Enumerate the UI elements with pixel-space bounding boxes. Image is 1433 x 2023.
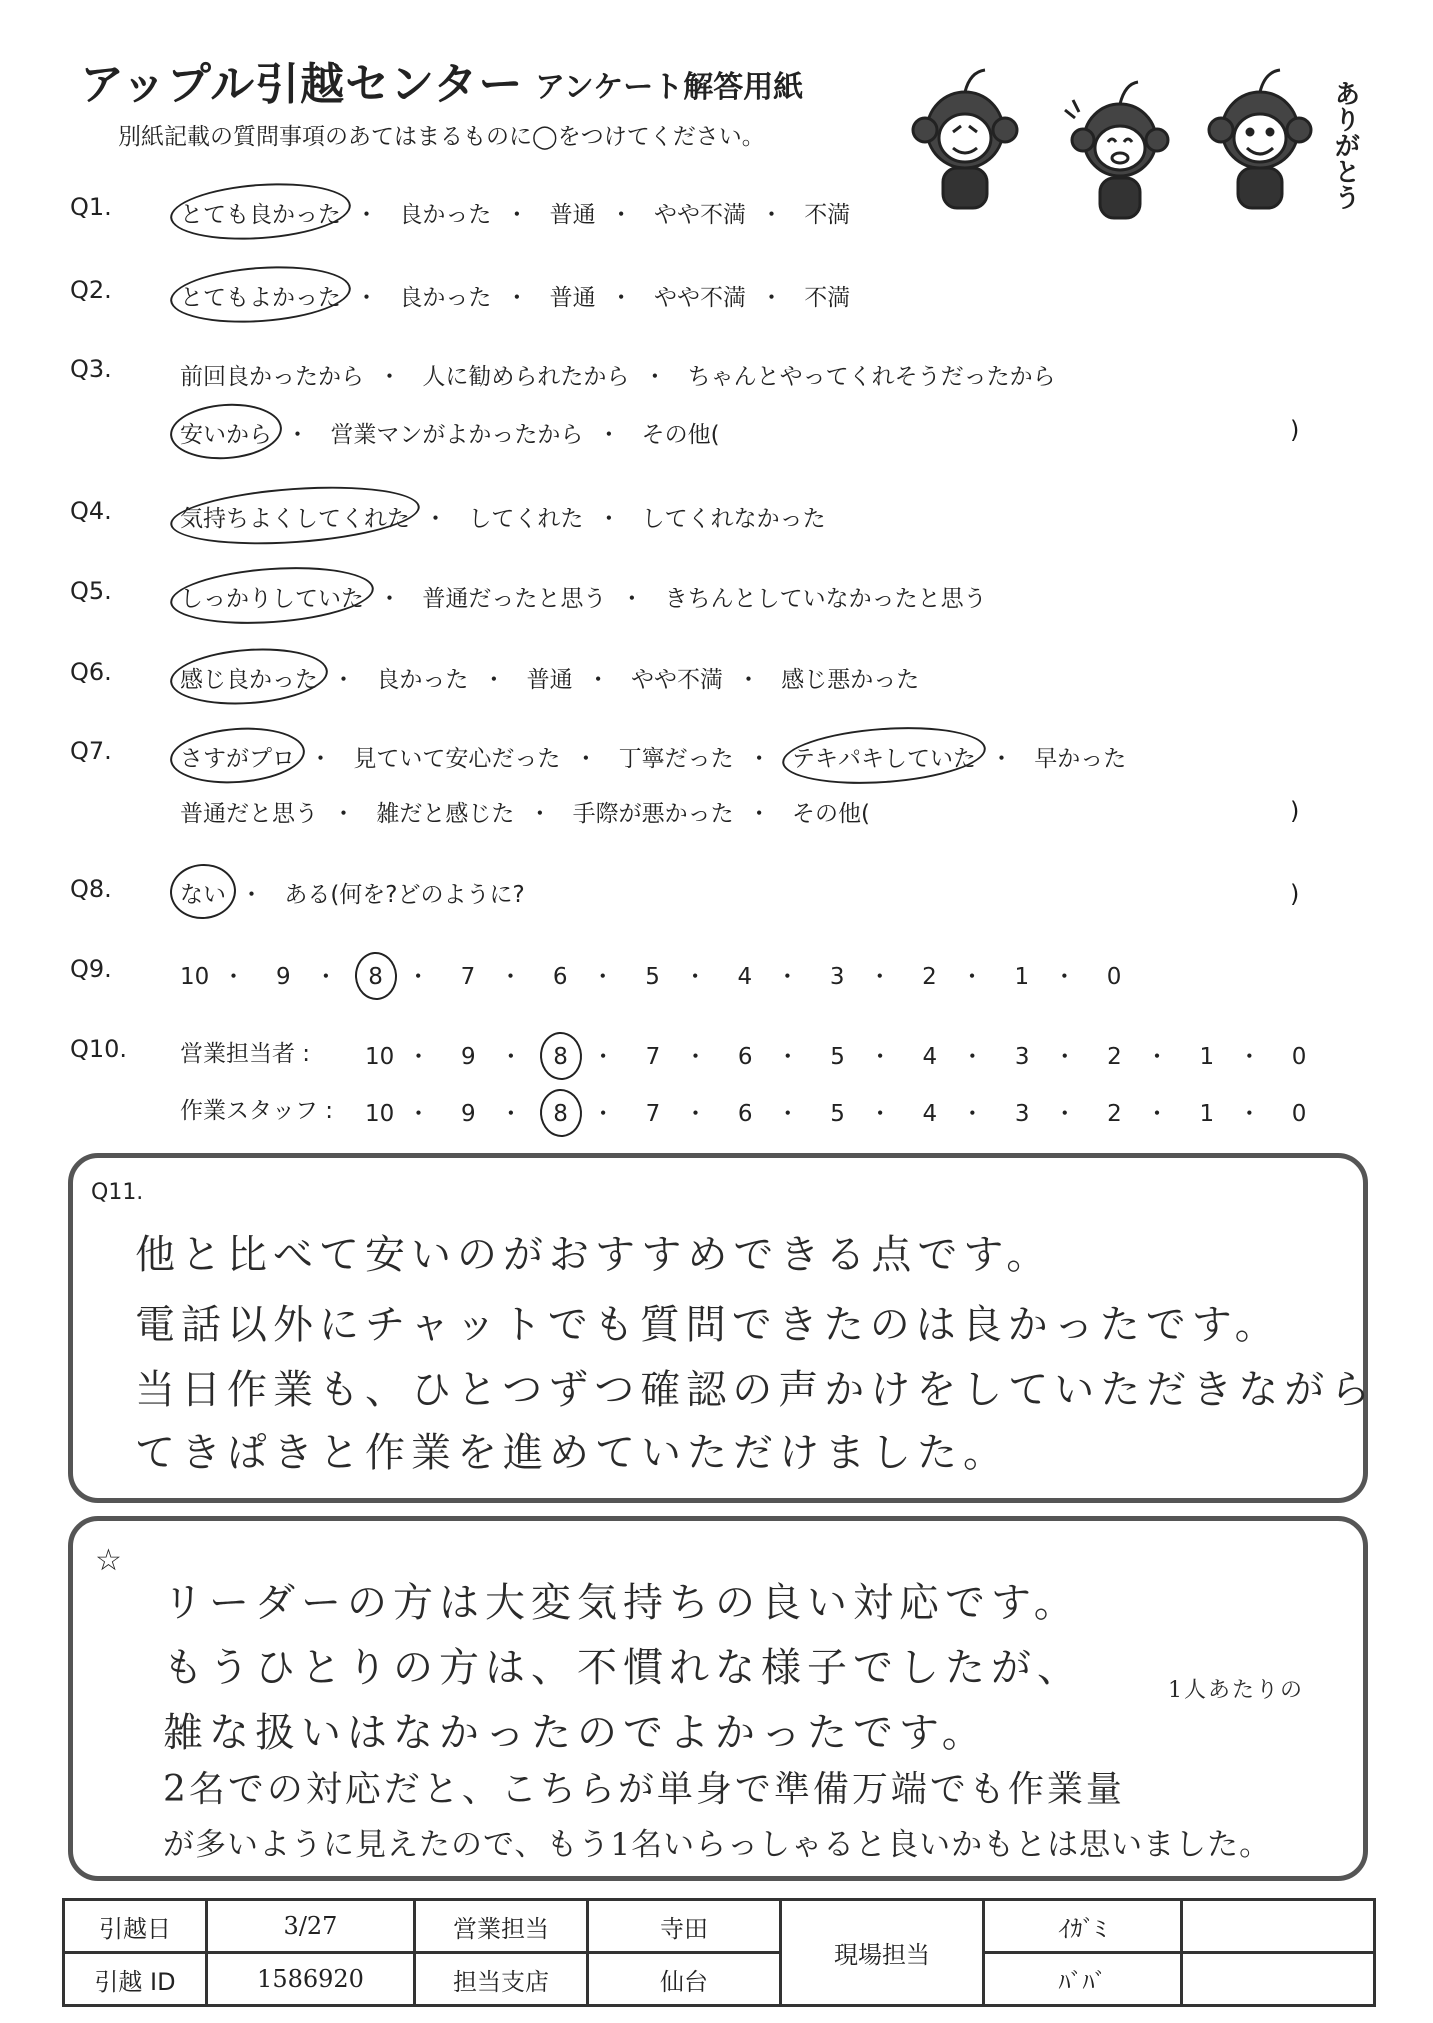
q7-option-7[interactable]: 雑だと感じた [376,801,515,827]
q7-option-4[interactable]: テキパキしていた [792,740,976,773]
q10-staff-scale: 10 ・ 9 ・ 8 ・ 7 ・ 6 ・ 5 ・ 4 ・ 3 ・ 2 ・ 1 ・ 0 [365,1095,1310,1128]
star-comment-line-5: が多いように見えたので、もう1名いらっしゃると良いかもとは思いました。 [163,1827,1272,1863]
q8-close-paren: ) [1290,880,1300,908]
q8-options: ない ・ ある(何を?どのように? [180,876,525,909]
q9-score-4[interactable]: 4 [737,964,753,990]
q3-option-6[interactable]: その他( [641,422,720,448]
q9-score-1[interactable]: 1 [1014,964,1030,990]
free-comment-box[interactable] [68,1516,1368,1881]
q4-option-1[interactable]: 気持ちよくしてくれた [180,500,410,533]
q10-sales-score-1[interactable]: 1 [1199,1044,1215,1070]
star-comment-line-1: リーダーの方は大変気持ちの良い対応です。 [163,1580,1080,1626]
q1-option-4[interactable]: やや不満 [653,202,746,228]
star-comment-annotation: 1人あたりの [1168,1678,1304,1703]
move-id-value[interactable]: 1586920 [207,1953,415,2006]
monkey-mascot-right [1209,70,1311,208]
q2-label: Q2. [70,276,112,304]
q11-line-3: 当日作業も、ひとつずつ確認の声かけをしていただきながら [135,1367,1377,1413]
q6-label: Q6. [70,658,112,686]
q10-sales-score-9[interactable]: 9 [460,1044,476,1070]
q7-option-2[interactable]: 見ていて安心だった [353,746,561,772]
q2-options: とてもよかった ・ 良かった ・ 普通 ・ やや不満 ・ 不満 [180,279,850,312]
q9-score-3[interactable]: 3 [829,964,845,990]
move-date-value[interactable]: 3/27 [207,1900,415,1953]
q11-label: Q11. [91,1180,144,1205]
q10-staff-score-0[interactable]: 0 [1291,1101,1307,1127]
sales-rep-label: 営業担当 [415,1900,588,1953]
q10-staff-score-8[interactable]: 8 [550,1101,572,1127]
q10-sales-score-6[interactable]: 6 [737,1044,753,1070]
q9-score-10[interactable]: 10 [180,964,210,990]
q7-option-1[interactable]: さすがプロ [180,740,295,773]
q10-staff-score-10[interactable]: 10 [365,1101,395,1127]
q9-score-0[interactable]: 0 [1106,964,1122,990]
q3-close-paren: ) [1290,416,1300,444]
star-comment-line-3: 雑な扱いはなかったのでよかったです。 [163,1710,988,1756]
star-icon: ☆ [95,1543,122,1578]
site-rep-value-1[interactable]: ｲｶﾞﾐ [984,1900,1182,1953]
q10-sales-score-8[interactable]: 8 [550,1044,572,1070]
q1-option-5[interactable]: 不満 [804,202,851,228]
q10-sales-score-5[interactable]: 5 [830,1044,845,1070]
monkey-mascots-illustration [905,60,1375,240]
q10-staff-score-7[interactable]: 7 [645,1101,661,1127]
q6-options: 感じ良かった ・ 良かった ・ 普通 ・ やや不満 ・ 感じ悪かった [180,661,919,694]
q5-label: Q5. [70,577,112,605]
site-rep-extra-1[interactable] [1182,1900,1375,1953]
form-subtitle: アンケート解答用紙 [535,70,804,105]
q4-option-2[interactable]: してくれた [468,506,584,532]
form-instruction: 別紙記載の質問事項のあてはまるものに◯をつけてください。 [118,124,765,150]
q8-option-1[interactable]: ない [180,876,226,909]
q2-option-5[interactable]: 不満 [804,285,851,311]
form-title: アップル引越センター [80,59,524,110]
star-comment-line-2: もうひとりの方は、不慣れな様子でしたが、 [163,1645,1083,1691]
q3-option-5[interactable]: 営業マンがよかったから [330,422,584,448]
q7-option-6[interactable]: 普通だと思う [180,801,318,827]
q3-option-2[interactable]: 人に勧められたから [422,364,630,390]
q5-option-2[interactable]: 普通だったと思う [422,586,607,612]
q4-option-3[interactable]: してくれなかった [641,506,826,532]
q9-score-6[interactable]: 6 [552,964,568,990]
q10-sales-scale: 10 ・ 9 ・ 8 ・ 7 ・ 6 ・ 5 ・ 4 ・ 3 ・ 2 ・ 1 ・ 0 [365,1038,1310,1071]
q1-option-1[interactable]: とても良かった [180,196,341,229]
q10-sales-score-0[interactable]: 0 [1291,1044,1307,1070]
q6-option-2[interactable]: 良かった [376,667,469,693]
mascot-caption: ありがとう [1330,80,1360,210]
q10-label: Q10. [70,1035,128,1063]
q1-option-2[interactable]: 良かった [399,202,492,228]
q1-option-3[interactable]: 普通 [549,202,596,228]
q10-sales-score-4[interactable]: 4 [922,1044,938,1070]
site-rep-extra-2[interactable] [1182,1953,1375,2006]
q10-staff-score-3[interactable]: 3 [1014,1101,1030,1127]
monkey-mascot-left [913,70,1017,208]
q3-option-4[interactable]: 安いから [180,416,272,449]
monkey-mascot-middle [1065,82,1168,218]
q3-option-1[interactable]: 前回良かったから [180,364,364,390]
q7-option-5[interactable]: 早かった [1034,746,1127,772]
q10-staff-score-2[interactable]: 2 [1107,1101,1122,1127]
q6-option-5[interactable]: 感じ悪かった [781,667,920,693]
q9-score-9[interactable]: 9 [275,964,291,990]
star-comment-line-4: 2名での対応だと、こちらが単身で準備万端でも作業量 [163,1769,1125,1810]
q7-option-9[interactable]: その他( [791,801,870,827]
q7-options-row1: さすがプロ ・ 見ていて安心だった ・ 丁寧だった ・ テキパキしていた ・ 早かった [180,740,1126,773]
q3-option-3[interactable]: ちゃんとやってくれそうだったから [687,364,1056,390]
sales-rep-value[interactable]: 寺田 [588,1900,781,1953]
q10-staff-score-4[interactable]: 4 [922,1101,938,1127]
q9-label: Q9. [70,955,112,983]
q10-sales-score-3[interactable]: 3 [1014,1044,1030,1070]
q10-sales-score-10[interactable]: 10 [365,1044,395,1070]
q1-options: とても良かった ・ 良かった ・ 普通 ・ やや不満 ・ 不満 [180,196,850,229]
q9-score-7[interactable]: 7 [460,964,476,990]
q8-option-2[interactable]: ある(何を?どのように? [284,882,525,908]
q3-options-row1: 前回良かったから ・ 人に勧められたから ・ ちゃんとやってくれそうだったから [180,358,1056,391]
branch-value[interactable]: 仙台 [588,1953,781,2006]
q6-option-3[interactable]: 普通 [526,667,573,693]
q7-option-3[interactable]: 丁寧だった [618,746,734,772]
q2-option-2[interactable]: 良かった [399,285,492,311]
site-rep-value-2[interactable]: ﾊﾞﾊﾞ [984,1953,1182,2006]
q10-sales-score-7[interactable]: 7 [645,1044,661,1070]
q11-line-4: てきぱきと作業を進めていただけました。 [135,1430,1009,1476]
q1-label: Q1. [70,193,112,221]
q9-score-8[interactable]: 8 [365,964,387,990]
q5-option-3[interactable]: きちんとしていなかったと思う [664,586,987,612]
q9-scale: 10 ・ 9 ・ 8 ・ 7 ・ 6 ・ 5 ・ 4 ・ 3 ・ 2 ・ 1 ・ 0 [180,958,1125,991]
site-rep-label: 現場担当 [781,1900,984,2006]
q7-label: Q7. [70,737,112,765]
q3-label: Q3. [70,355,112,383]
footer-info-table [62,1898,1376,2007]
q3-options-row2: 安いから ・ 営業マンがよかったから ・ その他( [180,416,720,449]
q2-option-1[interactable]: とてもよかった [180,279,341,312]
q2-option-4[interactable]: やや不満 [653,285,746,311]
q10-staff-score-1[interactable]: 1 [1199,1101,1215,1127]
q7-options-row2: 普通だと思う ・ 雑だと感じた ・ 手際が悪かった ・ その他( [180,795,870,828]
q5-option-1[interactable]: しっかりしていた [180,580,364,613]
q7-close-paren: ) [1290,797,1300,825]
q4-options: 気持ちよくしてくれた ・ してくれた ・ してくれなかった [180,500,826,533]
branch-label: 担当支店 [415,1953,588,2006]
q6-option-1[interactable]: 感じ良かった [180,661,318,694]
q9-score-5[interactable]: 5 [645,964,660,990]
q11-comment-box[interactable] [68,1153,1377,1503]
q7-option-8[interactable]: 手際が悪かった [572,801,734,827]
q11-line-2: 電話以外にチャットでも質問できたのは良かったです。 [135,1302,1281,1348]
q8-label: Q8. [70,875,112,903]
move-date-label: 引越日 [64,1900,207,1953]
q11-line-1: 他と比べて安いのがおすすめできる点です。 [135,1232,1053,1278]
q4-label: Q4. [70,497,112,525]
q10-staff-label: 作業スタッフ : [180,1098,334,1124]
q9-score-2[interactable]: 2 [922,964,937,990]
q10-staff-score-9[interactable]: 9 [460,1101,476,1127]
q10-sales-label: 営業担当者 : [180,1041,311,1067]
q6-option-4[interactable]: やや不満 [630,667,723,693]
q10-staff-score-6[interactable]: 6 [737,1101,753,1127]
move-id-label: 引越 ID [64,1953,207,2006]
q2-option-3[interactable]: 普通 [549,285,596,311]
q5-options: しっかりしていた ・ 普通だったと思う ・ きちんとしていなかったと思う [180,580,987,613]
q10-sales-score-2[interactable]: 2 [1107,1044,1122,1070]
q10-staff-score-5[interactable]: 5 [830,1101,845,1127]
